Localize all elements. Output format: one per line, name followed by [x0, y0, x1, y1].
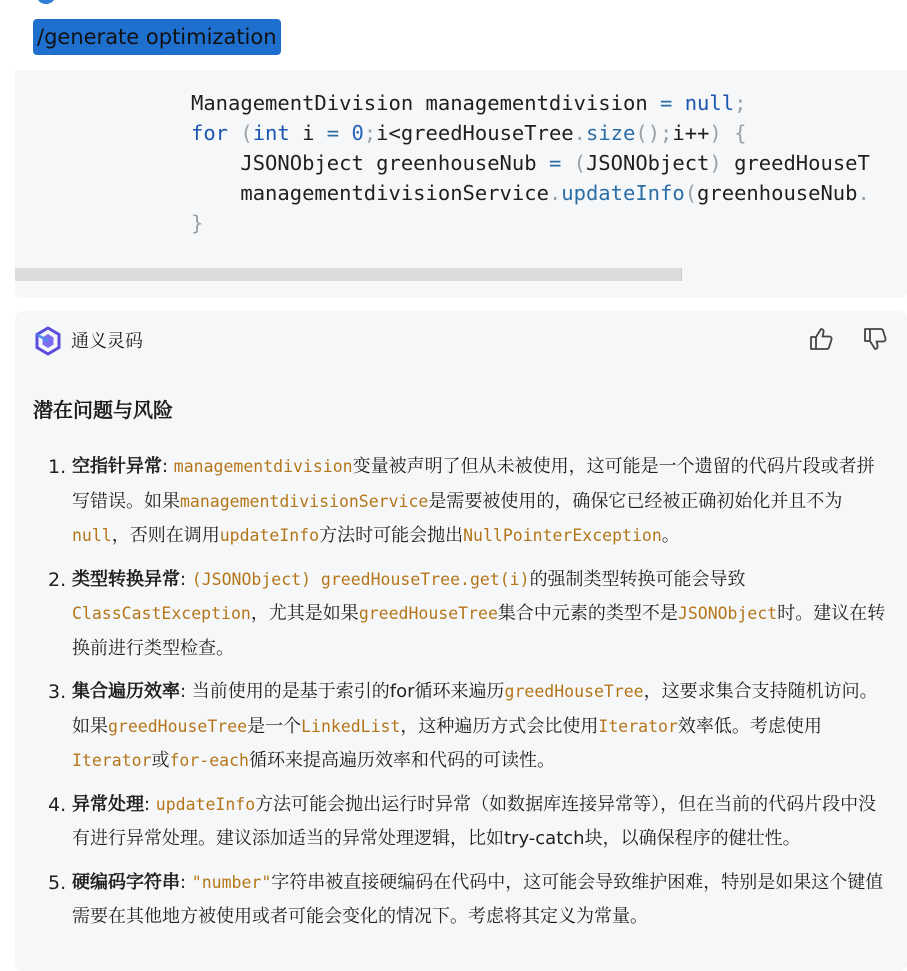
assistant-name: 通义灵码 — [71, 331, 143, 352]
code-line-5: } — [191, 211, 204, 235]
issue-item-2: 2. 类型转换异常: (JSONObject) greedHouseTree.get(i)的强制类型转换可能会导致ClassCastException，尤其是如果greedHouseTree集合中元素的类型不是JSONObject时。建议在转换前进行类型检查。 — [48, 568, 886, 659]
issue-item-5: 5. 硬编码字符串: "number"字符串被直接硬编码在代码中，这可能会导致维护困难，特别是如果这个键值需要在其他地方被使用或者可能会变化的情况下。考虑将其定义为常量。 — [48, 871, 884, 927]
issue-item-3: 3. 集合遍历效率: 当前使用的是基于索引的for循环来遍历greedHouseTree，这要求集合支持随机访问。如果greedHouseTree是一个LinkedList，这种遍历方式会比使用Iterator效率低。考虑使用Iterator或for-each循环来提高遍历效率和代码的可读性。 — [48, 681, 878, 771]
issue-item-4: 4. 异常处理: updateInfo方法可能会抛出运行时异常（如数据库连接异常等），但在当前的代码片段中没有进行异常处理。建议添加适当的异常处理逻辑，比如try-catch块，以确保程序的健壮性。 — [48, 793, 877, 849]
code-lines — [191, 88, 870, 238]
code-block — [15, 70, 907, 298]
user-avatar — [36, 0, 56, 4]
issue-item-1: 1. 空指针异常: managementdivision变量被声明了但从未被使用，这可能是一个遗留的代码片段或者拼写错误。如果managementdivisionService是需要被使用的，确保它已经被正确初始化并且不为null，否则在调用updateInfo方法时可能会抛出NullPointerException。 — [48, 456, 875, 546]
command-badge: /generate optimization — [33, 19, 281, 55]
code-line-3: JSONObject greenhouseNub = (JSONObject) greedHouseT — [240, 151, 870, 175]
thumbs-up-icon[interactable] — [808, 326, 834, 352]
horizontal-scrollbar[interactable] — [15, 268, 682, 281]
section-title: 潜在问题与风险 — [33, 398, 173, 422]
code-line-2: for (int i = 0;i<greedHouseTree.size();i++) { — [191, 121, 747, 145]
tongyi-logo-icon — [33, 326, 63, 356]
code-line-1: ManagementDivision managementdivision = null; — [191, 91, 747, 115]
code-line-4: managementdivisionService.updateInfo(greenhouseNub. — [240, 181, 870, 205]
issue-list — [48, 450, 888, 944]
thumbs-down-icon[interactable] — [862, 326, 888, 352]
